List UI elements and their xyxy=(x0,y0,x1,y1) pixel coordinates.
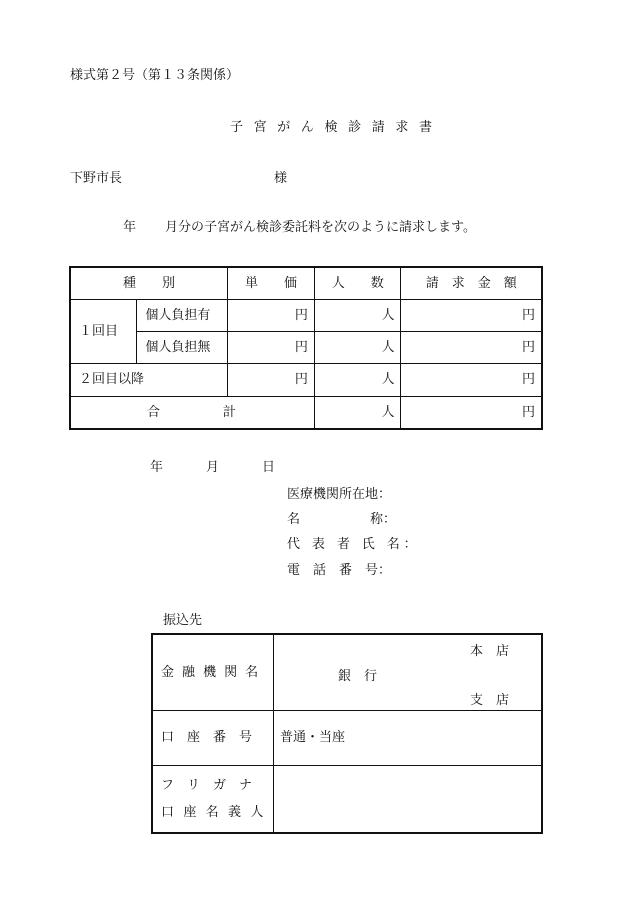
request-sentence: 月分の子宮がん検診委託料を次のように請求します。 xyxy=(165,220,476,235)
row-amount-unit: 円 xyxy=(401,331,542,363)
bank-institution-label: 金 融 機 関 名 xyxy=(152,634,273,710)
row-price-unit: 円 xyxy=(228,299,315,331)
bank-institution-value xyxy=(273,634,542,710)
head-office-label: 本 店 xyxy=(469,644,509,659)
total-label-right: 計 xyxy=(222,404,236,420)
recipient-honorific: 様 xyxy=(274,171,288,186)
header-amount: 請 求 金 額 xyxy=(401,267,542,299)
row-amount-unit: 円 xyxy=(401,299,542,331)
form-number: 様式第２号（第１３条関係） xyxy=(70,68,240,83)
first-visit-label: １回目 xyxy=(70,299,137,363)
bank-row-account xyxy=(152,710,542,765)
account-number-label: 口 座 番 号 xyxy=(152,710,273,765)
date-year: 年 xyxy=(150,460,164,475)
row-count-unit: 人 xyxy=(314,299,401,331)
institution-rep-label: 代 表 者 氏 名： xyxy=(287,537,421,552)
row-count-unit: 人 xyxy=(314,363,401,396)
bank-heading: 振込先 xyxy=(163,613,203,628)
bank-table xyxy=(151,633,543,834)
institution-name-label-a: 名 xyxy=(287,512,301,527)
total-label xyxy=(70,396,314,429)
header-unit-price: 単 価 xyxy=(228,267,315,299)
total-amount-unit: 円 xyxy=(401,396,542,429)
institution-phone-label: 電 話 番 号： xyxy=(287,563,392,578)
total-count-unit: 人 xyxy=(314,396,401,429)
bank-row-holder xyxy=(152,765,542,833)
row-type: 個人負担有 xyxy=(137,299,228,331)
holder-label: 口 座 名 義 人 xyxy=(161,804,266,820)
branch-label: 支 店 xyxy=(469,693,509,708)
bank-suffix-label: 銀 行 xyxy=(337,669,377,684)
date-day: 日 xyxy=(262,460,276,475)
header-count: 人 数 xyxy=(314,267,401,299)
holder-label-cell xyxy=(152,765,273,833)
billing-table xyxy=(69,266,543,430)
table-header-row xyxy=(70,267,542,299)
holder-value xyxy=(273,765,542,833)
row-count-unit: 人 xyxy=(314,331,401,363)
row-price-unit: 円 xyxy=(228,331,315,363)
request-year: 年 xyxy=(123,220,137,235)
table-row xyxy=(70,363,542,396)
table-row xyxy=(70,299,542,331)
institution-name-label-b: 称： xyxy=(370,512,397,527)
table-total-row xyxy=(70,396,542,429)
table-row xyxy=(70,331,542,363)
header-type: 種 別 xyxy=(70,267,228,299)
page-title: 子 宮 が ん 検 診 請 求 書 xyxy=(230,120,436,135)
bank-row-institution xyxy=(152,634,542,710)
row-type: ２回目以降 xyxy=(70,363,228,396)
date-month: 月 xyxy=(206,460,220,475)
furigana-label: フ リ ガ ナ xyxy=(161,777,253,793)
account-type: 普通・当座 xyxy=(273,710,542,765)
row-amount-unit: 円 xyxy=(401,363,542,396)
institution-address-label: 医療機関所在地： xyxy=(287,487,392,502)
total-label-left: 合 xyxy=(147,404,161,420)
row-price-unit: 円 xyxy=(228,363,315,396)
recipient: 下野市長 xyxy=(70,171,123,186)
row-type: 個人負担無 xyxy=(137,331,228,363)
